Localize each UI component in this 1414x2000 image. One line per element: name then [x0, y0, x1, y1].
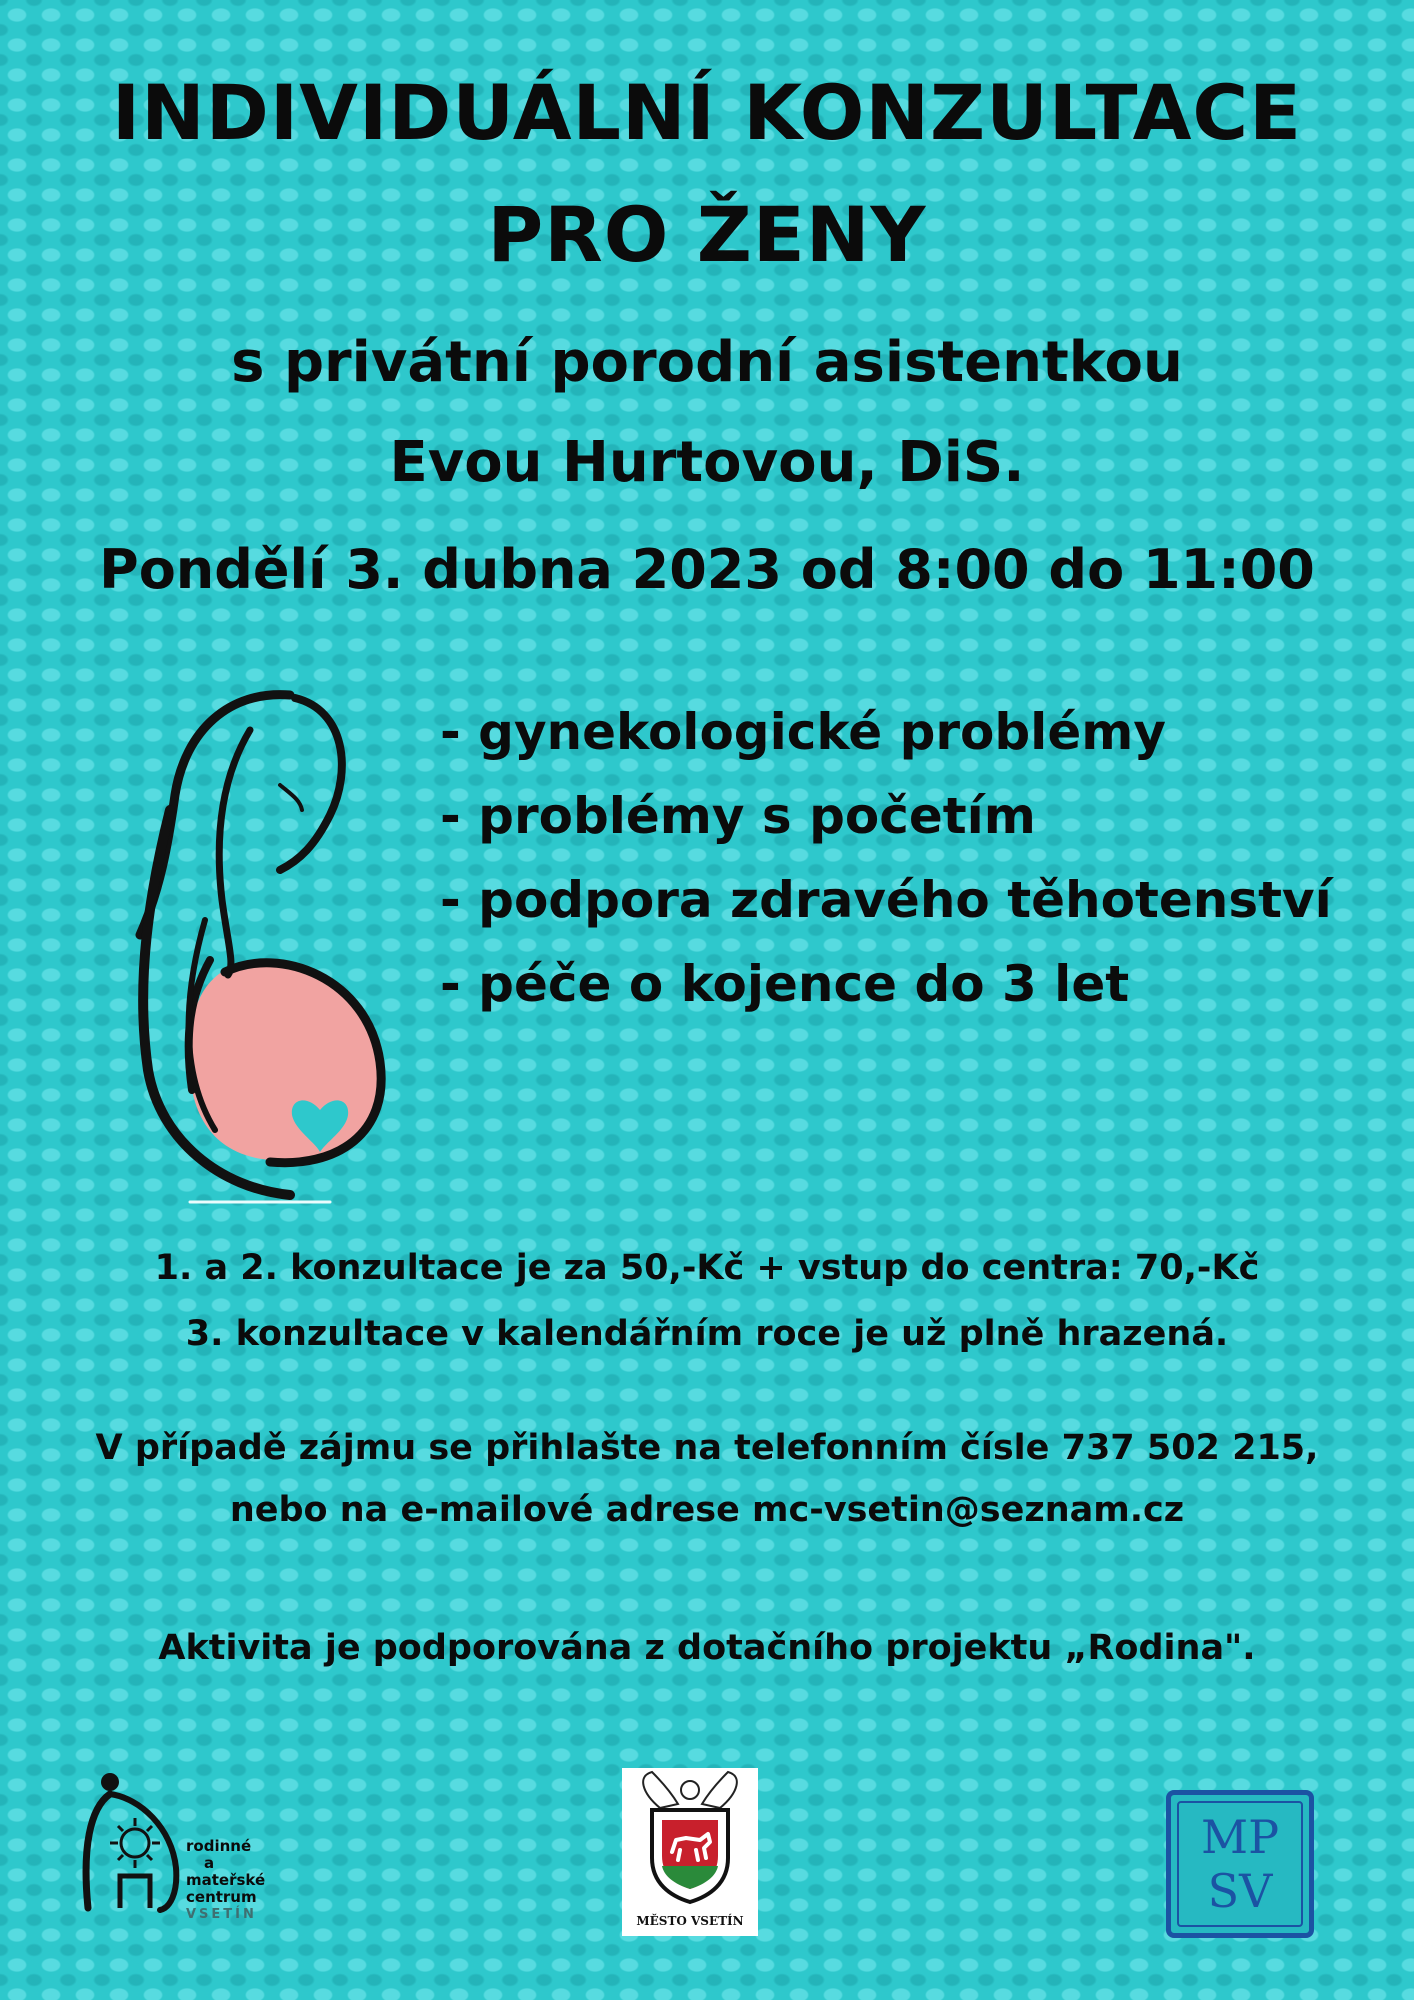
event-date: Pondělí 3. dubna 2023 od 8:00 do 11:00 [99, 538, 1315, 601]
funding-note: Aktivita je podporována z dotačního projektu „Rodina". [158, 1628, 1256, 1668]
coat-of-arms-icon [622, 1768, 758, 1908]
pricing-line-1: 1. a 2. konzultace je za 50,-Kč + vstup do centra: 70,-Kč [154, 1248, 1260, 1288]
topic-item: - gynekologické problémy [440, 703, 1166, 761]
mpsv-logo-bottom: SV [1207, 1864, 1273, 1918]
title-line-1: INDIVIDUÁLNÍ KONZULTACE [111, 68, 1303, 157]
subtitle-line-2: Evou Hurtovou, DiS. [389, 430, 1025, 495]
topics-list [440, 690, 1332, 1026]
contact-line-2: nebo na e-mailové adrese mc-vsetin@seznam.cz [229, 1490, 1185, 1530]
topic-item: - podpora zdravého těhotenství [440, 871, 1332, 929]
family-center-logo-text: rodinné a mateřské centrum VSETÍN [186, 1837, 266, 1922]
contact-line-1: V případě zájmu se přihlašte na telefonním čísle 737 502 215, [95, 1428, 1319, 1468]
city-vsetin-label: MĚSTO VSETÍN [636, 1914, 744, 1928]
family-center-logo [80, 1768, 184, 1918]
mpsv-logo-top: MP [1200, 1810, 1280, 1864]
subtitle-line-1: s privátní porodní asistentkou [231, 330, 1183, 395]
pregnant-woman-illustration [130, 690, 390, 1210]
topic-item: - problémy s početím [440, 787, 1036, 845]
topic-item: - péče o kojence do 3 let [440, 955, 1130, 1013]
title-line-2: PRO ŽENY [487, 190, 927, 279]
city-vsetin-logo [622, 1768, 758, 1936]
mpsv-logo [1166, 1790, 1314, 1938]
pricing-line-2: 3. konzultace v kalendářním roce je už plně hrazená. [185, 1314, 1229, 1354]
